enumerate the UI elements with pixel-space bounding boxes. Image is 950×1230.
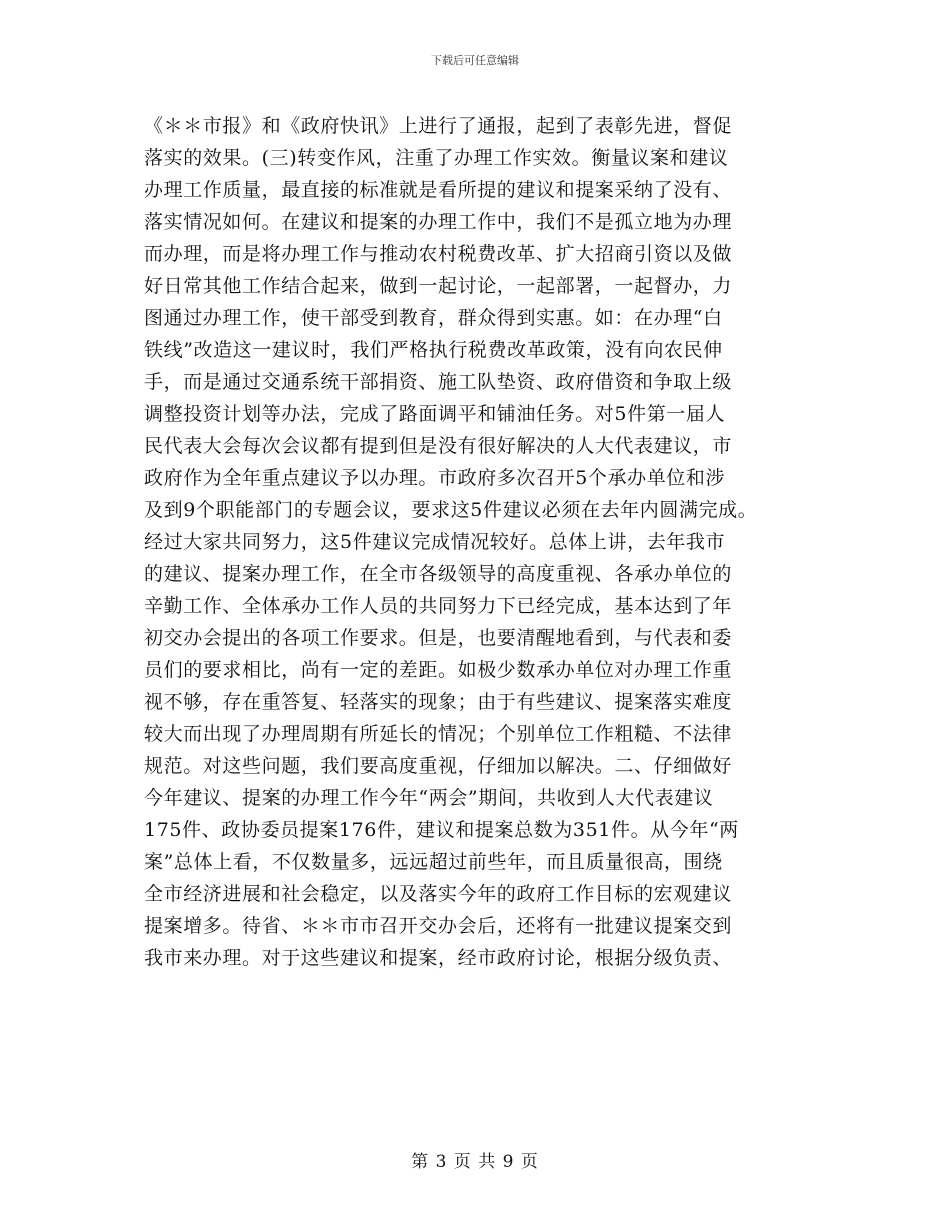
text-line: 及到9个职能部门的专题会议，要求这5件建议必须在去年内圆满完成。 bbox=[144, 499, 758, 521]
text-line: 员们的要求相比，尚有一定的差距。如极少数承办单位对办理工作重 bbox=[144, 659, 733, 681]
text-line: 较大而出现了办理周期有所延长的情况；个别单位工作粗糙、不法律 bbox=[144, 723, 733, 745]
text-line: 好日常其他工作结合起来，做到一起讨论，一起部署，一起督办，力 bbox=[144, 275, 733, 297]
text-line: 初交办会提出的各项工作要求。但是，也要清醒地看到，与代表和委 bbox=[144, 627, 733, 649]
text-line: 《＊＊市报》和《政府快讯》上进行了通报，起到了表彰先进，督促 bbox=[144, 115, 733, 137]
text-line: 的建议、提案办理工作，在全市各级领导的高度重视、各承办单位的 bbox=[144, 563, 733, 585]
text-line: 辛勤工作、全体承办工作人员的共同努力下已经完成，基本达到了年 bbox=[144, 595, 733, 617]
text-line: 全市经济进展和社会稳定，以及落实今年的政府工作目标的宏观建议 bbox=[144, 883, 733, 905]
text-line: 政府作为全年重点建议予以办理。市政府多次召开5个承办单位和涉 bbox=[144, 467, 726, 489]
text-line: 我市来办理。对于这些建议和提案，经市政府讨论，根据分级负责、 bbox=[144, 947, 733, 969]
text-line: 而办理，而是将办理工作与推动农村税费改革、扩大招商引资以及做 bbox=[144, 243, 733, 265]
document-body bbox=[144, 110, 844, 974]
text-line: 图通过办理工作，使干部受到教育，群众得到实惠。如：在办理“白 bbox=[144, 307, 723, 329]
text-line: 手，而是通过交通系统干部捐资、施工队垫资、政府借资和争取上级 bbox=[144, 371, 733, 393]
text-line: 今年建议、提案的办理工作今年“两会”期间，共收到人大代表建议 bbox=[144, 787, 714, 809]
text-line: 调整投资计划等办法，完成了路面调平和铺油任务。对5件第一届人 bbox=[144, 403, 726, 425]
text-line: 落实的效果。(三)转变作风，注重了办理工作实效。衡量议案和建议 bbox=[144, 147, 729, 169]
text-line: 规范。对这些问题，我们要高度重视，仔细加以解决。二、仔细做好 bbox=[144, 755, 733, 777]
page-header-note: 下载后可任意编辑 bbox=[431, 54, 519, 67]
text-line: 落实情况如何。在建议和提案的办理工作中，我们不是孤立地为办理 bbox=[144, 211, 733, 233]
text-line: 铁线”改造这一建议时，我们严格执行税费改革政策，没有向农民伸 bbox=[144, 339, 723, 361]
text-line: 案”总体上看，不仅数量多，远远超过前些年，而且质量很高，围绕 bbox=[144, 851, 723, 873]
text-line: 提案增多。待省、＊＊市市召开交办会后，还将有一批建议提案交到 bbox=[144, 915, 733, 937]
text-line: 175件、政协委员提案176件，建议和提案总数为351件。从今年“两 bbox=[144, 819, 739, 841]
text-line: 视不够，存在重答复、轻落实的现象；由于有些建议、提案落实难度 bbox=[144, 691, 733, 713]
page-number: 第 3 页 共 9 页 bbox=[411, 1152, 539, 1172]
text-line: 办理工作质量，最直接的标准就是看所提的建议和提案采纳了没有、 bbox=[144, 179, 733, 201]
text-line: 民代表大会每次会议都有提到但是没有很好解决的人大代表建议，市 bbox=[144, 435, 733, 457]
text-line: 经过大家共同努力，这5件建议完成情况较好。总体上讲，去年我市 bbox=[144, 531, 726, 553]
